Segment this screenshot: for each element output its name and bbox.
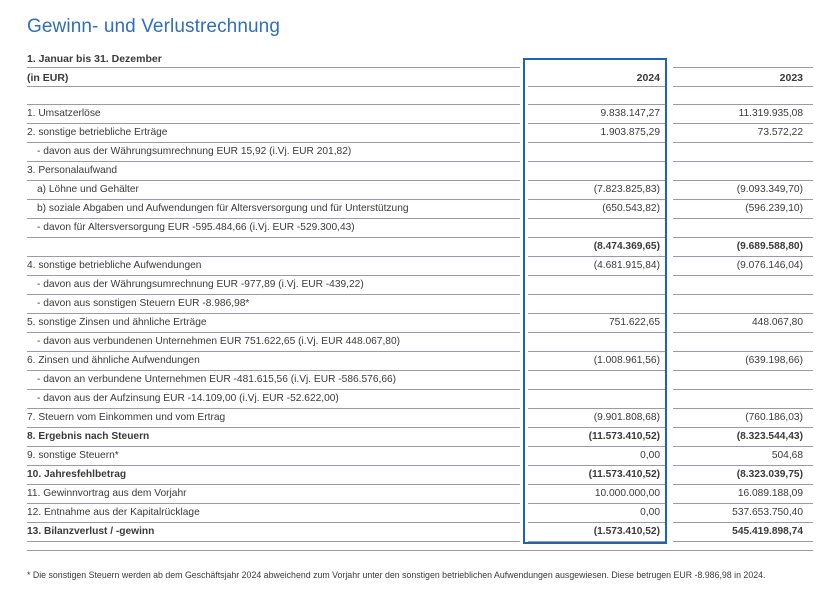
table-row xyxy=(0,143,833,162)
value-2023: (9.093.349,70) xyxy=(736,184,803,195)
value-2024: (4.681.915,84) xyxy=(593,260,660,271)
value-2023: (639.198,66) xyxy=(745,355,803,366)
value-2024: 0,00 xyxy=(640,450,660,461)
period-label: 1. Januar bis 31. Dezember xyxy=(27,53,162,65)
row-label: - davon aus verbundenen Unternehmen EUR 751.622,65 (i.Vj. EUR 448.067,80) xyxy=(37,336,401,347)
footnote: * Die sonstigen Steuern werden ab dem Geschäftsjahr 2024 abweichend zum Vorjahr unter den sonstigen betrieblichen Aufwendungen ausgewiesen. Diese betrugen EUR -8.986,98 in 2024. xyxy=(27,570,766,580)
highlight-box-2024 xyxy=(523,58,667,544)
table-row xyxy=(0,523,833,542)
row-label: - davon für Altersversorgung EUR -595.484,66 (i.Vj. EUR -529.300,43) xyxy=(37,222,355,233)
value-2023: 11.319.935,08 xyxy=(738,108,803,119)
value-2023: 537.653.750,40 xyxy=(732,507,803,518)
row-label: - davon aus der Währungsumrechnung EUR -977,89 (i.Vj. EUR -439,22) xyxy=(37,279,364,290)
row-label: 5. sonstige Zinsen und ähnliche Erträge xyxy=(27,317,207,328)
table-row xyxy=(0,447,833,466)
value-2024: 751.622,65 xyxy=(609,317,660,328)
value-2023: 73.572,22 xyxy=(757,127,803,138)
value-2023: (760.186,03) xyxy=(745,412,803,423)
value-2024: (8.474.369,65) xyxy=(593,241,660,252)
year-2024-header: 2024 xyxy=(636,72,660,84)
value-2023: 448.067,80 xyxy=(752,317,803,328)
value-2024: (1.573.410,52) xyxy=(593,526,660,537)
value-2023: (9.689.588,80) xyxy=(736,241,803,252)
value-2023: 545.419.898,74 xyxy=(732,526,803,537)
value-2023: (9.076.146,04) xyxy=(736,260,803,271)
row-label: 11. Gewinnvortrag aus dem Vorjahr xyxy=(27,488,187,499)
row-divider xyxy=(27,541,520,542)
table-row xyxy=(0,466,833,485)
value-2024: (650.543,82) xyxy=(602,203,660,214)
row-label: b) soziale Abgaben und Aufwendungen für Altersversorgung und für Unterstützung xyxy=(37,203,409,214)
table-row xyxy=(0,105,833,124)
value-2024: 9.838.147,27 xyxy=(600,108,660,119)
table-row xyxy=(0,428,833,447)
table-row xyxy=(0,314,833,333)
row-label: 6. Zinsen und ähnliche Aufwendungen xyxy=(27,355,200,366)
row-label: 12. Entnahme aus der Kapitalrücklage xyxy=(27,507,200,518)
value-2024: (9.901.808,68) xyxy=(593,412,660,423)
row-label: 10. Jahresfehlbetrag xyxy=(27,469,127,480)
table-row xyxy=(0,238,833,257)
row-label: 13. Bilanzverlust / -gewinn xyxy=(27,526,155,537)
row-label: 9. sonstige Steuern* xyxy=(27,450,119,461)
table-row xyxy=(0,333,833,352)
row-label: - davon aus der Aufzinsung EUR -14.109,00 (i.Vj. EUR -52.622,00) xyxy=(37,393,339,404)
table-row xyxy=(0,390,833,409)
table-row xyxy=(0,124,833,143)
divider xyxy=(673,67,813,68)
table-row xyxy=(0,219,833,238)
table-row xyxy=(0,276,833,295)
year-2023-header: 2023 xyxy=(779,72,803,84)
value-2024: 0,00 xyxy=(640,507,660,518)
row-label: a) Löhne und Gehälter xyxy=(37,184,139,195)
row-label: - davon aus sonstigen Steuern EUR -8.986,98* xyxy=(37,298,250,309)
table-row xyxy=(0,257,833,276)
table-row xyxy=(0,371,833,390)
table-row xyxy=(0,181,833,200)
row-label: 3. Personalaufwand xyxy=(27,165,118,176)
value-2024: (11.573.410,52) xyxy=(588,469,660,480)
value-2023: (8.323.544,43) xyxy=(736,431,803,442)
divider xyxy=(27,86,520,87)
unit-label: (in EUR) xyxy=(27,72,69,84)
row-label: 2. sonstige betriebliche Erträge xyxy=(27,127,168,138)
value-2023: (8.323.039,75) xyxy=(736,469,803,480)
row-label: - davon aus der Währungsumrechnung EUR 15,92 (i.Vj. EUR 201,82) xyxy=(37,146,352,157)
value-2024: (11.573.410,52) xyxy=(588,431,660,442)
value-2023: 16.089.188,09 xyxy=(737,488,803,499)
row-label: 1. Umsatzerlöse xyxy=(27,108,101,119)
table-row xyxy=(0,200,833,219)
table-row xyxy=(0,485,833,504)
value-2024: 1.903.875,29 xyxy=(600,127,660,138)
value-2024: (7.823.825,83) xyxy=(593,184,660,195)
table-row xyxy=(0,295,833,314)
row-divider xyxy=(673,541,813,542)
table-row xyxy=(0,409,833,428)
table-row xyxy=(0,352,833,371)
row-label: 7. Steuern vom Einkommen und vom Ertrag xyxy=(27,412,226,423)
table-row xyxy=(0,162,833,181)
row-label: 8. Ergebnis nach Steuern xyxy=(27,431,150,442)
value-2024: (1.008.961,56) xyxy=(593,355,660,366)
row-label: 4. sonstige betriebliche Aufwendungen xyxy=(27,260,202,271)
table-row xyxy=(0,504,833,523)
value-2023: 504,68 xyxy=(771,450,803,461)
row-label: - davon an verbundene Unternehmen EUR -481.615,56 (i.Vj. EUR -586.576,66) xyxy=(37,374,397,385)
divider xyxy=(27,67,520,68)
page-title: Gewinn- und Verlustrechnung xyxy=(27,16,281,37)
value-2023: (596.239,10) xyxy=(745,203,803,214)
footnote-divider xyxy=(27,550,813,551)
divider xyxy=(673,86,813,87)
value-2024: 10.000.000,00 xyxy=(594,488,660,499)
